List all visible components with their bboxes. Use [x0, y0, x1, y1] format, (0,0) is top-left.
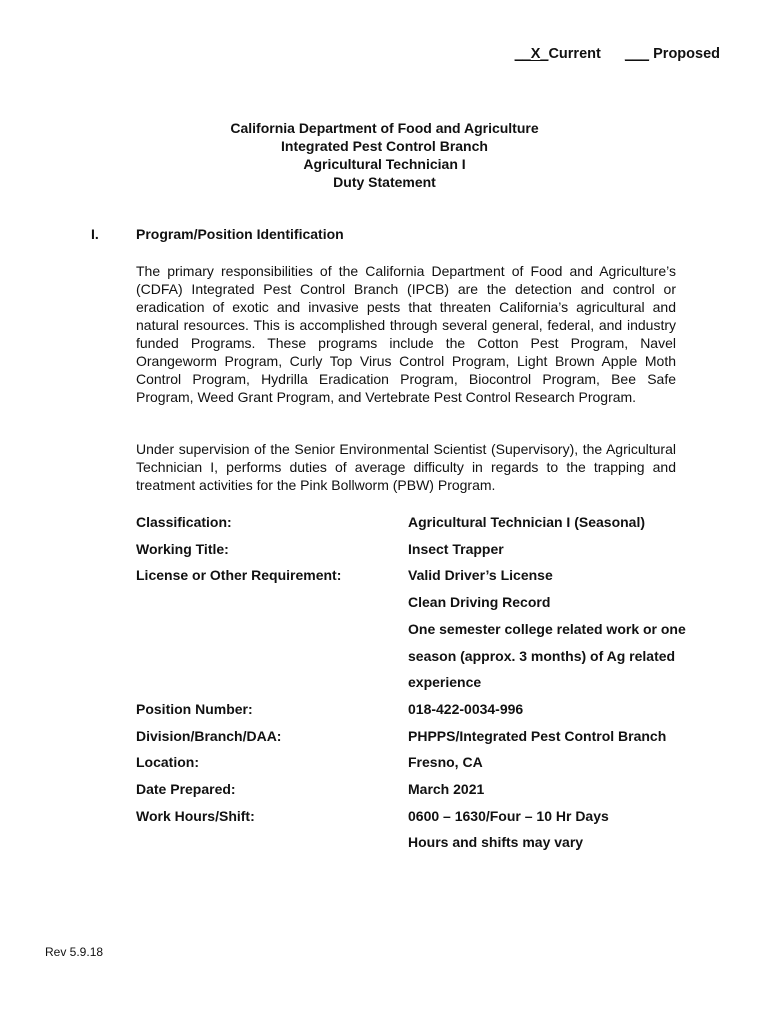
detail-label: License or Other Requirement:: [136, 567, 342, 584]
proposed-blank: ___: [624, 46, 650, 62]
detail-value: Insect Trapper: [408, 540, 504, 557]
detail-value: 0600 – 1630/Four – 10 Hr Days: [408, 807, 609, 824]
detail-row-classification: [136, 509, 716, 536]
detail-label: Classification:: [136, 514, 232, 530]
detail-value: 018-422-0034-996: [408, 700, 524, 717]
detail-label: Division/Branch/DAA:: [136, 727, 282, 744]
detail-value: Clean Driving Record: [408, 594, 551, 611]
proposed-label: Proposed: [653, 46, 720, 62]
document-title: Duty Statement: [333, 174, 436, 190]
detail-row-position-number: [136, 696, 716, 723]
detail-row-license: [136, 562, 716, 696]
detail-label: Work Hours/Shift:: [136, 807, 255, 824]
detail-label: Location:: [136, 754, 199, 771]
current-checkmark: __X_: [514, 46, 549, 62]
detail-value: Hours and shifts may vary: [408, 834, 584, 851]
detail-label: Working Title:: [136, 540, 229, 557]
detail-row-working-title: [136, 536, 716, 563]
section-heading: [91, 226, 344, 242]
detail-value: season (approx. 3 months) of Ag related: [408, 647, 676, 664]
detail-value: PHPPS/Integrated Pest Control Branch: [408, 727, 667, 744]
detail-value: One semester college related work or one: [408, 620, 686, 637]
detail-row-work-hours: [136, 803, 716, 856]
detail-value: March 2021: [408, 781, 485, 798]
revision-label: Rev 5.9.18: [45, 945, 104, 959]
detail-row-date-prepared: [136, 776, 716, 803]
section-title: Program/Position Identification: [136, 226, 344, 242]
detail-value: Valid Driver’s License: [408, 567, 553, 584]
position-title: Agricultural Technician I: [303, 156, 466, 172]
supervision-paragraph: Under supervision of the Senior Environmental Scientist (Supervisory), the Agricultural Technician I, performs duties of average difficulty in regards to the trapping and treatment activities for the Pink Bollworm (PBW) Program.: [136, 441, 676, 493]
detail-row-location: [136, 749, 716, 776]
position-details: [136, 509, 716, 856]
department-name: California Department of Food and Agriculture: [230, 120, 539, 136]
section-numeral: I.: [91, 226, 99, 242]
branch-name: Integrated Pest Control Branch: [281, 138, 488, 154]
document-status: [515, 46, 720, 62]
detail-value: Fresno, CA: [408, 754, 483, 771]
detail-label: Position Number:: [136, 700, 253, 717]
detail-row-division: [136, 723, 716, 750]
detail-label: Date Prepared:: [136, 781, 236, 798]
current-label: Current: [548, 46, 601, 62]
document-header: [0, 119, 770, 191]
responsibilities-paragraph: The primary responsibilities of the California Department of Food and Agriculture’s (CDFA) Integrated Pest Control Branch (IPCB) are the detection and control or eradication of exotic and invasive pests that threaten California’s agricultural and natural resources. This is accomplished through several general, federal, and industry funded Programs. These programs include the Cotton Pest Program, Navel Orangeworm Program, Curly Top Virus Control Program, Light Brown Apple Moth Control Program, Hydrilla Eradication Program, Biocontrol Program, Bee Safe Program, Weed Grant Program, and Vertebrate Pest Control Research Program.: [136, 263, 676, 405]
detail-value: experience: [408, 674, 482, 691]
detail-value: Agricultural Technician I (Seasonal): [408, 514, 646, 530]
